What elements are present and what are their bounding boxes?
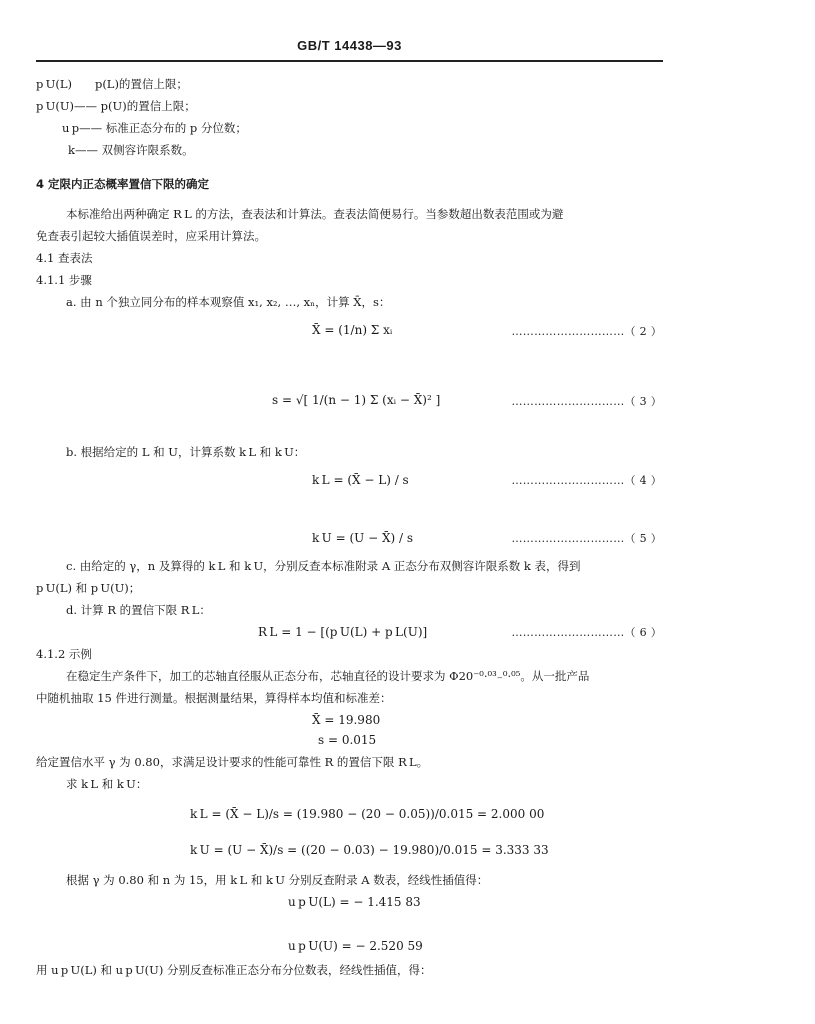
example-u1: u p U(L) = − 1.415 83 [288,895,421,909]
equation-4: k L = (X̄ − L) / s [312,473,409,487]
section-4-1: 4.1 查表法 [36,251,93,265]
step-b: b. 根据给定的 L 和 U，计算系数 k L 和 k U： [66,445,306,459]
example-mean: X̄ = 19.980 [312,713,381,727]
example-line-2: 中随机抽取 15 件进行测量。根据测量结果，算得样本均值和标准差： [36,691,392,705]
equation-6: R L = 1 − [(p U(L) + p L(U)] [258,625,428,639]
equation-3-number: …………………………（ 3 ） [511,395,662,408]
def-k: k—— 双侧容许限系数。 [68,143,194,157]
example-line-6: 用 u p U(L) 和 u p U(U) 分别反查标准正态分布分位数表，经线性插值，得： [36,963,432,977]
def-up: u p—— 标准正态分布的 p 分位数； [62,121,247,135]
example-line-4: 求 k L 和 k U： [66,777,148,791]
equation-5: k U = (U − X̄) / s [312,531,413,545]
def-pU-L: p U(L) p(L)的置信上限； [36,77,188,91]
page-header: GB/T 14438—93 [297,38,402,53]
example-ku: k U = (U − X̄)/s = ((20 − 0.03) − 19.980)/0.015 = 3.333 33 [190,843,549,857]
section-4-title: 4 定限内正态概率置信下限的确定 [36,177,210,191]
step-d: d. 计算 R 的置信下限 R L： [66,603,211,617]
section-4-1-2: 4.1.2 示例 [36,647,92,661]
example-line-5: 根据 γ 为 0.80 和 n 为 15，用 k L 和 k U 分别反查附录 A 数表，经线性插值得： [66,873,489,887]
example-line-1: 在稳定生产条件下，加工的芯轴直径服从正态分布，芯轴直径的设计要求为 Φ20⁻⁰·⁰³₋⁰·⁰⁵。从一批产品 [66,669,590,683]
intro-line-2: 免查表引起较大插值误差时，应采用计算法。 [36,229,266,243]
def-pU-U: p U(U)—— p(U)的置信上限； [36,99,196,113]
section-4-1-1: 4.1.1 步骤 [36,273,92,287]
equation-3: s = √[ 1/(n − 1) Σ (xᵢ − X̄)² ] [272,393,441,407]
equation-6-number: …………………………（ 6 ） [511,626,662,639]
intro-line-1: 本标准给出两种确定 R L 的方法，查表法和计算法。查表法简便易行。当参数超出数表范围或为避 [66,207,564,221]
step-a: a. 由 n 个独立同分布的样本观察值 x₁, x₂, …, xₙ，计算 X̄，s： [66,295,391,309]
equation-5-number: …………………………（ 5 ） [511,532,662,545]
header-rule [36,60,663,62]
example-line-3: 给定置信水平 γ 为 0.80，求满足设计要求的性能可靠性 R 的置信下限 R L。 [36,755,429,769]
equation-2: X̄ = (1/n) Σ xᵢ [312,323,393,337]
step-c-line-2: p U(L) 和 p U(U)； [36,581,141,595]
step-c-line-1: c. 由给定的 γ，n 及算得的 k L 和 k U，分别反查本标准附录 A 正态分布双侧容许限系数 k 表，得到 [66,559,581,573]
example-kl: k L = (X̄ − L)/s = (19.980 − (20 − 0.05))/0.015 = 2.000 00 [190,807,545,821]
example-u2: u p U(U) = − 2.520 59 [288,939,423,953]
equation-4-number: …………………………（ 4 ） [511,474,662,487]
equation-2-number: …………………………（ 2 ） [511,325,662,338]
example-sd: s = 0.015 [318,733,377,747]
